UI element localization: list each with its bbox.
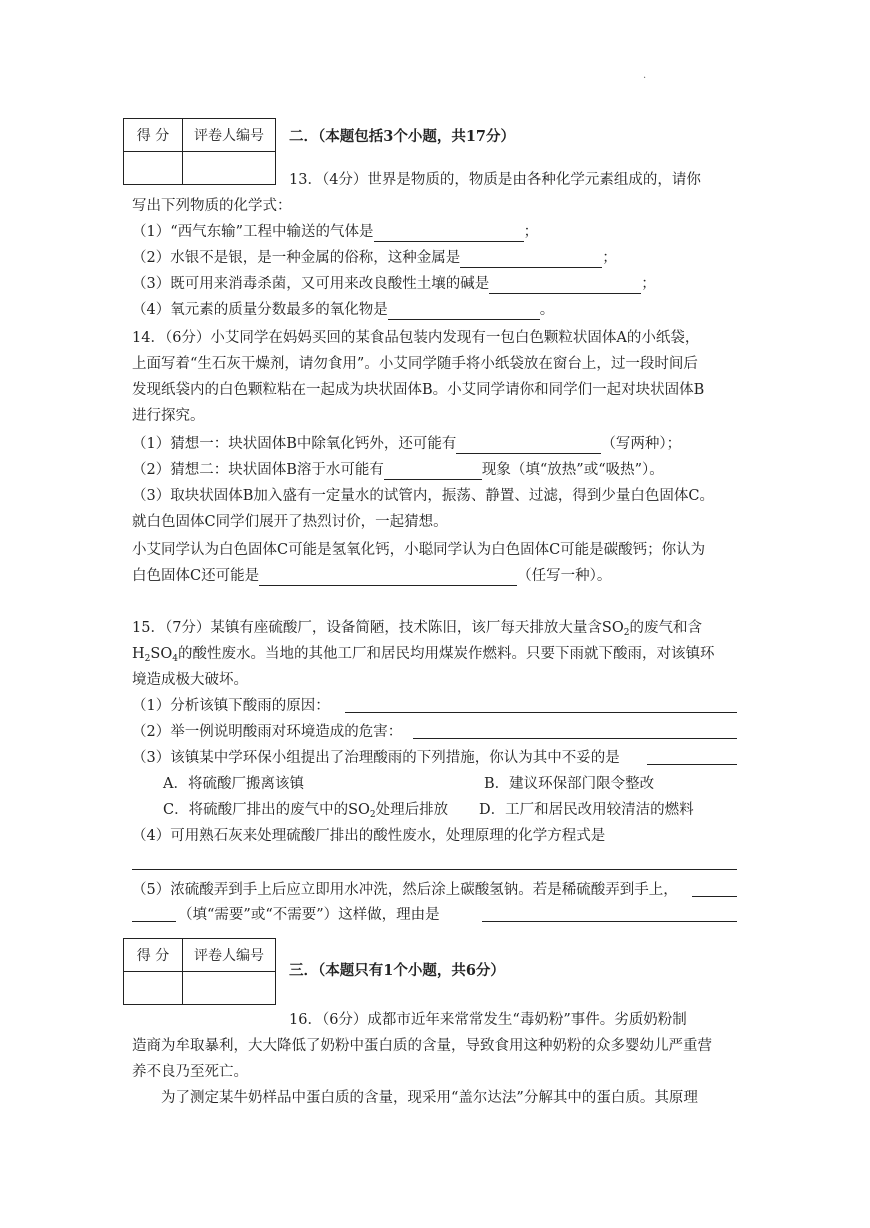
- q13-p3-answer[interactable]: [489, 278, 641, 294]
- q14-part-3c: 小艾同学认为白色固体C可能是氢氧化钙，小聪同学认为白色固体C可能是碳酸钙；你认为: [132, 542, 706, 558]
- q15-line-1: [132, 618, 702, 643]
- q16-line-1: 16．（6分）成都市近年来常常发生“毒奶粉”事件。劣质奶粉制: [289, 1012, 687, 1028]
- q15-option-b: B．建议环保部门限令整改: [484, 776, 655, 792]
- q14-part-3d: [132, 566, 611, 586]
- q16-line-2: 造商为牟取暴利，大大降低了奶粉中蛋白质的含量，导致食用这种奶粉的众多婴幼儿严重营: [132, 1038, 712, 1054]
- score-table-2: [123, 938, 276, 1005]
- q14-p3d-end: （任写一种）。: [517, 568, 612, 584]
- q14-p3d-answer[interactable]: [259, 570, 517, 586]
- page-dot: .: [643, 70, 647, 81]
- q15-l2b: SO: [150, 646, 173, 662]
- q15-l1-sub: 2: [623, 628, 630, 638]
- score-label: 得 分: [124, 119, 183, 152]
- q13-p1-answer[interactable]: [374, 226, 524, 242]
- q13-part-2: [132, 248, 617, 268]
- q13-p1-text: （1）“西气东输”工程中输送的气体是: [132, 224, 374, 240]
- q14-p2-answer[interactable]: [384, 464, 482, 480]
- q15-p4-answer[interactable]: [132, 869, 737, 870]
- grader-cell[interactable]: [183, 152, 276, 185]
- q15-p1-answer[interactable]: [345, 712, 737, 713]
- q13-intro-2: 写出下列物质的化学式：: [132, 198, 292, 214]
- q15-p3-answer[interactable]: [647, 764, 737, 765]
- score-cell[interactable]: [124, 152, 183, 185]
- q16-line-4: 为了测定某牛奶样品中蛋白质的含量，现采用“盖尔达法”分解其中的蛋白质。其原理: [161, 1090, 698, 1106]
- q13-part-3: [132, 274, 656, 294]
- q14-p1-text: （1）猜想一：块状固体B中除氧化钙外，还可能有: [132, 436, 457, 452]
- q15-part-5b: （填“需要”或“不需要”）这样做，理由是: [178, 907, 440, 923]
- q15-part-5: （5）浓硫酸弄到手上后应立即用水冲洗，然后涂上碳酸氢钠。若是稀硫酸弄到手上，: [132, 882, 678, 898]
- q13-p4-end: 。: [539, 302, 555, 318]
- q14-p3d-text: 白色固体C还可能是: [132, 568, 260, 584]
- q15-optc-text: C．将硫酸厂排出的废气中的SO: [163, 802, 370, 818]
- q15-l2-sub1: 2: [144, 654, 151, 664]
- q14-part-2: [132, 460, 664, 480]
- q15-optc-end: 处理后排放: [375, 802, 449, 818]
- q15-line-3: 境造成极大破坏。: [132, 672, 248, 688]
- q15-l2c: 的酸性废水。当地的其他工厂和居民均用煤炭作燃料。只要下雨就下酸雨，对该镇环: [177, 646, 715, 662]
- q15-l2a: H: [132, 646, 145, 662]
- section-2-title: 二．（本题包括3个小题，共17分）: [289, 128, 516, 145]
- grader-cell[interactable]: [183, 972, 276, 1005]
- q13-p3-end: ；: [641, 276, 656, 292]
- q13-p4-answer[interactable]: [388, 304, 540, 320]
- q15-p5-answer-1b[interactable]: [132, 921, 176, 922]
- q14-line-2: 上面写着“生石灰干燥剂，请勿食用”。小艾同学随手将小纸袋放在窗台上，过一段时间后: [132, 356, 698, 372]
- q14-part-3: （3）取块状固体B加入盛有一定量水的试管内，振荡、静置、过滤，得到少量白色固体C。: [132, 488, 714, 504]
- q15-l1b: 的废气和含: [629, 620, 702, 636]
- q14-line-4: 进行探究。: [132, 408, 205, 424]
- q14-line-1: 14．（6分）小艾同学在妈妈买回的某食品包装内发现有一包白色颗粒状固体A的小纸袋，: [132, 330, 700, 346]
- score-cell[interactable]: [124, 972, 183, 1005]
- q15-p2-answer[interactable]: [413, 738, 737, 739]
- q13-p1-end: ；: [523, 224, 539, 240]
- q15-p5-answer-2[interactable]: [482, 921, 737, 922]
- q14-p2-text: （2）猜想二：块状固体B溶于水可能有: [132, 462, 384, 478]
- q14-part-3b: 就白色固体C同学们展开了热烈讨价，一起猜想。: [132, 514, 448, 530]
- q15-optc-sub: 2: [369, 810, 376, 820]
- q15-part-1: （1）分析该镇下酸雨的原因：: [132, 698, 330, 714]
- q16-line-3: 养不良乃至死亡。: [132, 1064, 248, 1080]
- q14-line-3: 发现纸袋内的白色颗粒粘在一起成为块状固体B。小艾同学请你和同学们一起对块状固体B: [132, 382, 705, 398]
- q14-p1-answer[interactable]: [456, 438, 601, 454]
- q13-p4-text: （4）氧元素的质量分数最多的氧化物是: [132, 302, 388, 318]
- section-3-title: 三．（本题只有1个小题，共6分）: [289, 962, 505, 979]
- q15-option-c: [163, 800, 448, 825]
- q13-intro: 13．（4分）世界是物质的，物质是由各种化学元素组成的，请你: [289, 172, 701, 188]
- grader-label: 评卷人编号: [183, 939, 276, 972]
- score-label: 得 分: [124, 939, 183, 972]
- q13-p2-answer[interactable]: [460, 252, 602, 268]
- q14-part-1: [132, 434, 681, 454]
- q15-part-4: （4）可用熟石灰来处理硫酸厂排出的酸性废水，处理原理的化学方程式是: [132, 828, 606, 844]
- q15-option-d: D．工厂和居民改用较清洁的燃料: [479, 802, 694, 818]
- q14-p2-end: 现象（填“放热”或“吸热”）。: [481, 462, 664, 478]
- q13-p2-end: ；: [602, 250, 617, 266]
- q15-line-2: [132, 644, 714, 669]
- score-table: [123, 118, 276, 185]
- grader-label: 评卷人编号: [183, 119, 276, 152]
- q13-p3-text: （3）既可用来消毒杀菌，又可用来改良酸性土壤的碱是: [132, 276, 490, 292]
- q14-p1-end: （写两种）；: [601, 436, 682, 452]
- q13-p2-text: （2）水银不是银，是一种金属的俗称，这种金属是: [132, 250, 461, 266]
- q13-part-4: [132, 300, 554, 320]
- q15-l1a: 15．（7分）某镇有座硫酸厂，设备简陋，技术陈旧，该厂每天排放大量含SO: [132, 620, 624, 636]
- q15-part-3: （3）该镇某中学环保小组提出了治理酸雨的下列措施，你认为其中不妥的是: [132, 750, 620, 766]
- q15-p5-answer-1[interactable]: [692, 896, 737, 897]
- q13-part-1: [132, 222, 538, 242]
- q15-option-a: A．将硫酸厂搬离该镇: [163, 776, 304, 792]
- q15-part-2: （2）举一例说明酸雨对环境造成的危害：: [132, 724, 403, 740]
- q15-l2-sub2: 4: [172, 654, 178, 664]
